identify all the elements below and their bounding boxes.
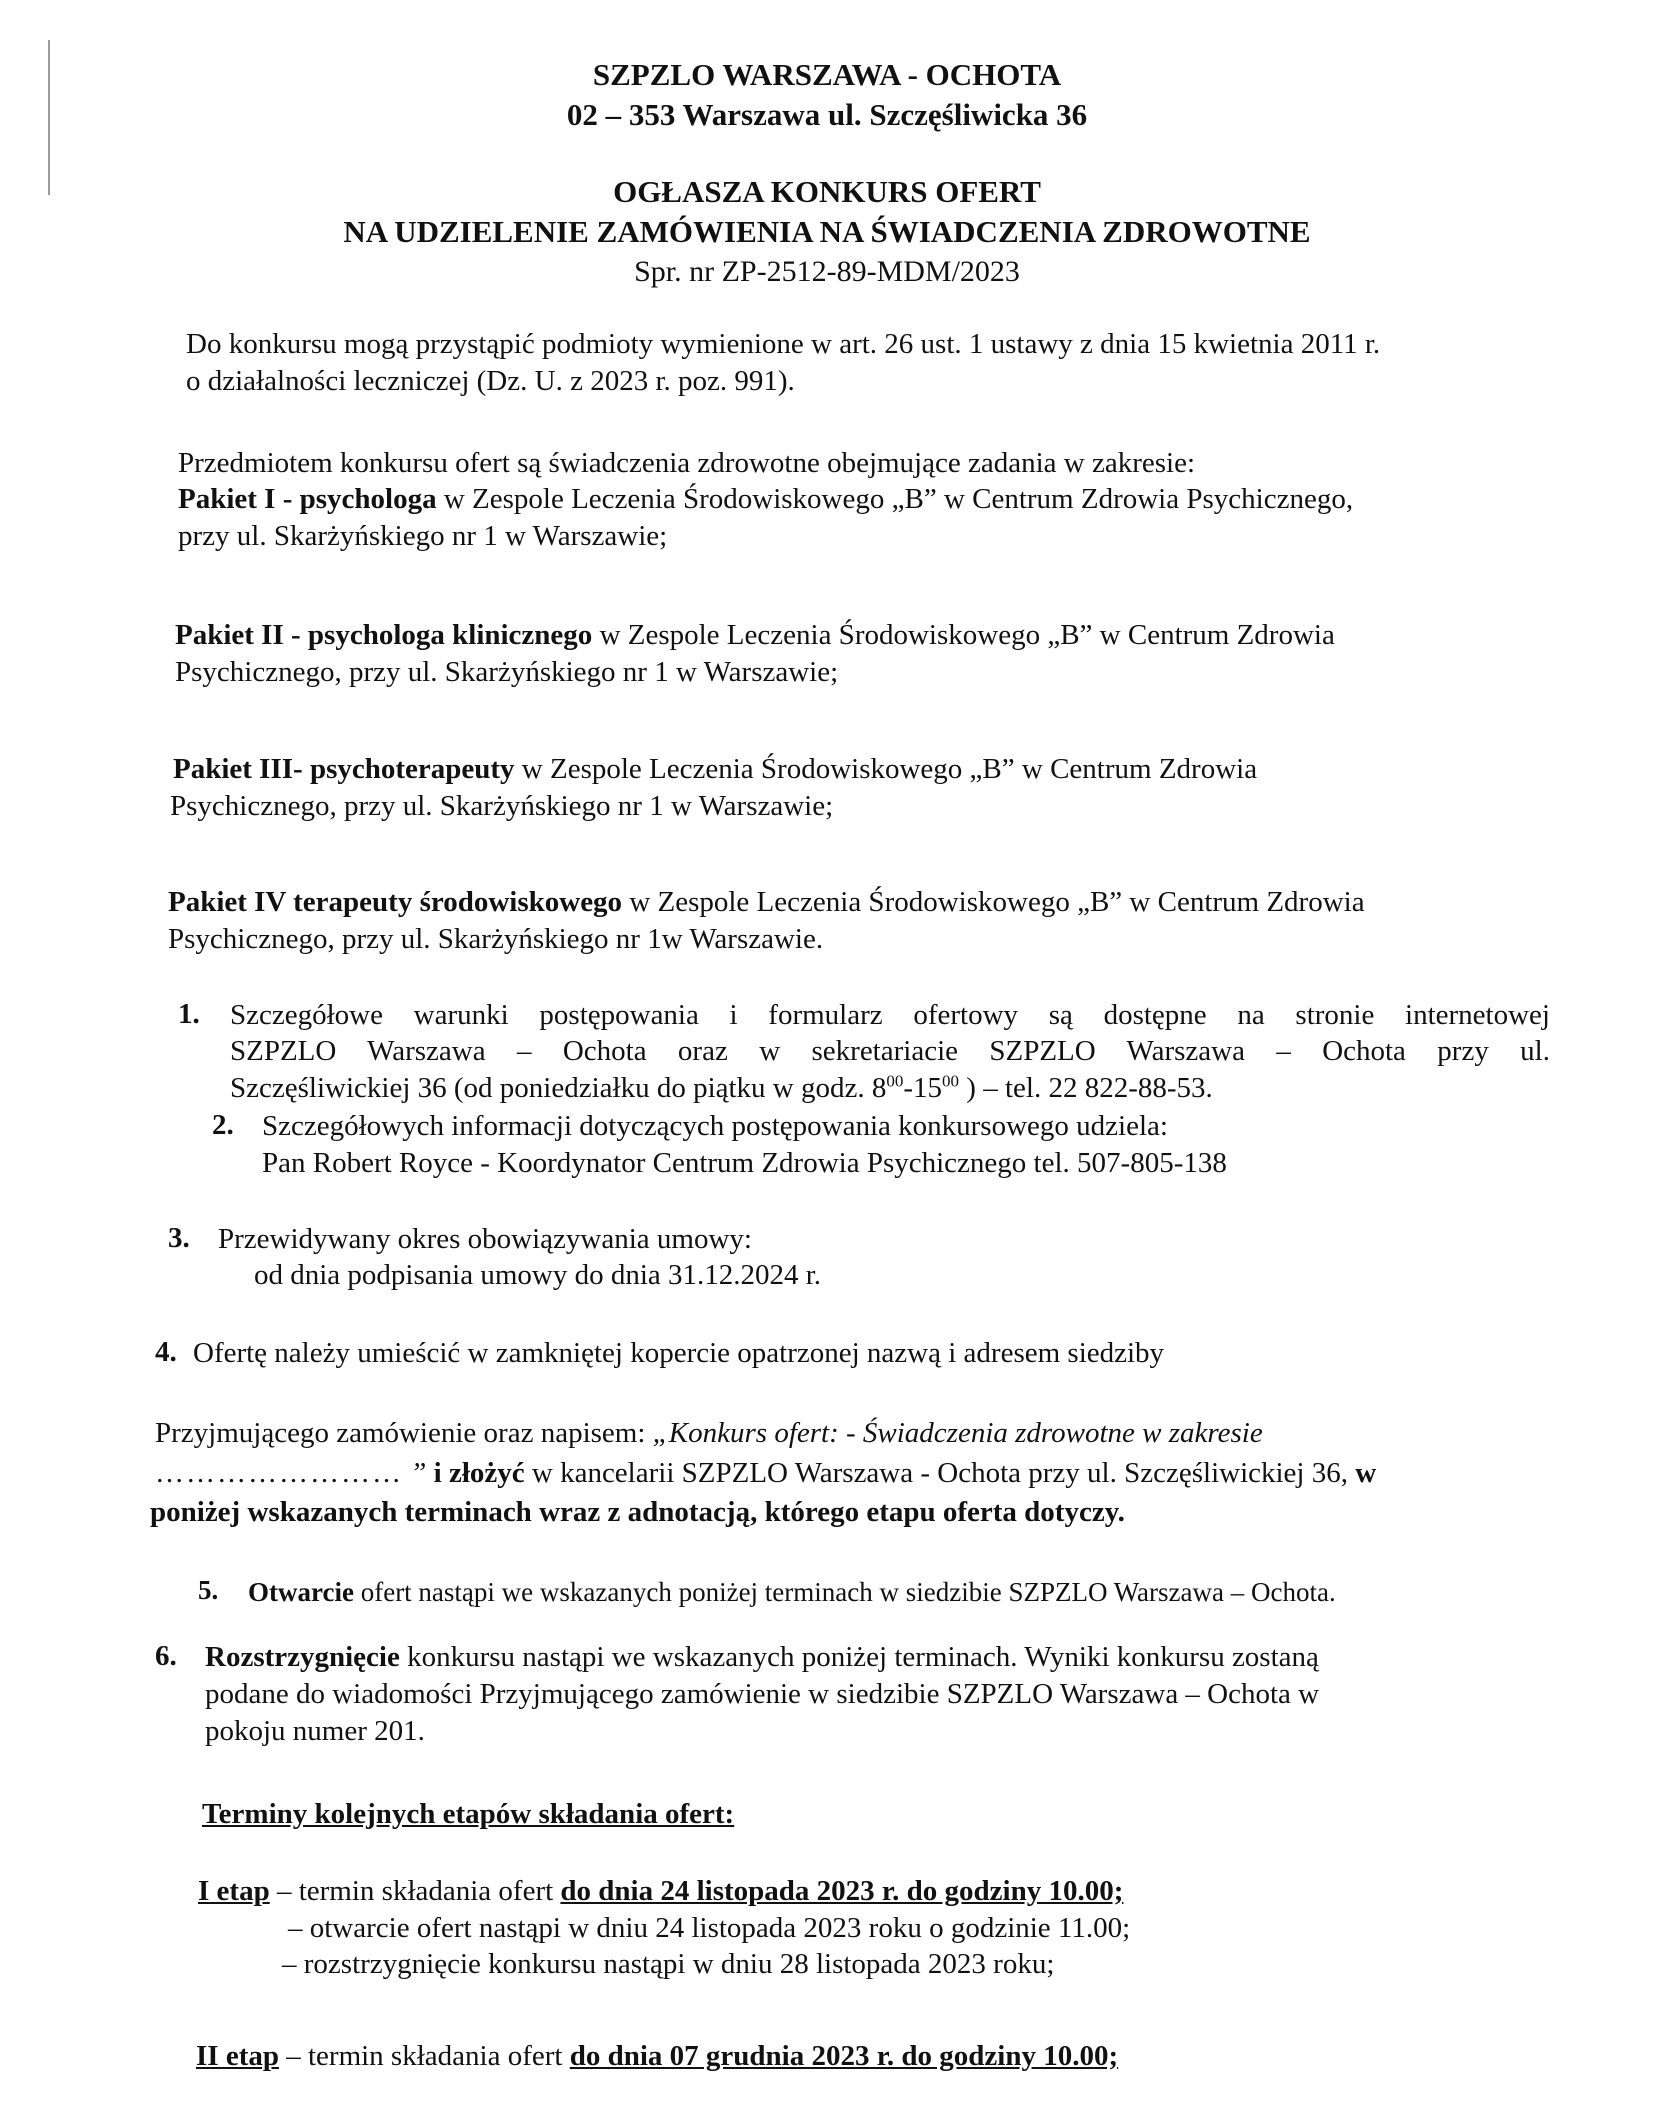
stage-1-opening: – otwarcie ofert nastąpi w dniu 24 listopada 2023 roku o godzinie 11.00; <box>288 1912 1131 1944</box>
item-5-number: 5. <box>198 1575 219 1605</box>
item-2-line-2: Pan Robert Royce - Koordynator Centrum Zdrowia Psychicznego tel. 507-805-138 <box>262 1147 1227 1179</box>
stage-1-resolution: – rozstrzygnięcie konkursu nastąpi w dniu 28 listopada 2023 roku; <box>282 1948 1055 1980</box>
item-4-quote-close: ” <box>403 1457 427 1489</box>
stage-2-label: II etap <box>196 2040 279 2072</box>
item-1-sup-end: 00 <box>942 1071 960 1091</box>
item-4-text: Przyjmującego zamówienie oraz napisem: <box>155 1417 653 1449</box>
package-2-text: w Zespole Leczenia Środowiskowego „B” w Centrum Zdrowia <box>592 619 1335 651</box>
package-4-line-2: Psychicznego, przy ul. Skarżyńskiego nr 1w Warszawie. <box>168 923 824 955</box>
intro-line-2: o działalności leczniczej (Dz. U. z 2023 r. poz. 991). <box>186 365 795 397</box>
stage-1-line <box>198 1874 1123 1908</box>
item-6-line-3: pokoju numer 201. <box>205 1715 425 1747</box>
package-2 <box>175 618 1335 652</box>
package-4 <box>168 885 1365 919</box>
package-3-line-2: Psychicznego, przy ul. Skarżyńskiego nr 1 w Warszawie; <box>170 790 834 822</box>
item-4-line-3 <box>155 1456 1376 1490</box>
item-1-hours-text: Szczęśliwickiej 36 (od poniedziałku do piątku w godz. 8 <box>230 1072 887 1104</box>
package-1-text: w Zespole Leczenia Środowiskowego „B” w Centrum Zdrowia Psychicznego, <box>436 483 1354 515</box>
item-4-office: w kancelarii SZPZLO Warszawa - Ochota przy ul. Szczęśliwickiej 36, <box>524 1457 1348 1489</box>
item-4-submit: i złożyć <box>426 1457 525 1489</box>
item-4-dots: …………………… <box>155 1457 403 1489</box>
stage-1-deadline: do dnia 24 listopada 2023 r. do godziny 10.00; <box>560 1875 1124 1907</box>
package-1-line-2: przy ul. Skarżyńskiego nr 1 w Warszawie; <box>178 520 668 552</box>
item-3-number: 3. <box>168 1222 190 1254</box>
subject-lead: Przedmiotem konkursu ofert są świadczenia zdrowotne obejmujące zadania w zakresie: <box>178 447 1196 479</box>
item-1-line-3 <box>230 1071 1213 1105</box>
item-6-line-1 <box>205 1640 1319 1674</box>
item-5-bold: Otwarcie <box>248 1577 354 1607</box>
package-1-label: Pakiet I - psychologa <box>178 483 437 515</box>
stage-2-text: – termin składania ofert <box>278 2040 570 2072</box>
item-5-line <box>248 1575 1336 1609</box>
package-2-label: Pakiet II - psychologa klinicznego <box>175 619 593 651</box>
item-1-line-2: SZPZLO Warszawa – Ochota oraz w sekretariacie SZPZLO Warszawa – Ochota przy ul. <box>230 1035 1550 1067</box>
stage-2-line <box>196 2039 1118 2073</box>
schedule-heading: Terminy kolejnych etapów składania ofert: <box>202 1798 735 1830</box>
item-6-text: konkursu nastąpi we wskazanych poniżej terminach. Wyniki konkursu zostaną <box>399 1641 1319 1673</box>
item-4-line-2 <box>155 1416 1263 1450</box>
package-4-text: w Zespole Leczenia Środowiskowego „B” w Centrum Zdrowia <box>622 886 1365 918</box>
package-4-label: Pakiet IV terapeuty środowiskowego <box>168 886 623 918</box>
item-1-sup-start: 00 <box>886 1071 904 1091</box>
item-6-bold: Rozstrzygnięcie <box>205 1641 400 1673</box>
item-4-number: 4. <box>155 1336 177 1368</box>
item-1-phone: ) – tel. 22 822-88-53. <box>959 1072 1213 1104</box>
item-1-hours-mid: -15 <box>903 1072 943 1104</box>
item-4-line-4: poniżej wskazanych terminach wraz z adnotacją, którego etapu oferta dotyczy. <box>150 1496 1125 1528</box>
item-2-line-1: Szczegółowych informacji dotyczących postępowania konkursowego udziela: <box>262 1110 1168 1142</box>
item-6-line-2: podane do wiadomości Przyjmującego zamówienie w siedzibie SZPZLO Warszawa – Ochota w <box>205 1678 1320 1710</box>
item-1-line-1: Szczegółowe warunki postępowania i formularz ofertowy są dostępne na stronie internetowej <box>230 999 1550 1031</box>
item-1-number: 1. <box>178 998 200 1030</box>
package-2-line-2: Psychicznego, przy ul. Skarżyńskiego nr 1 w Warszawie; <box>175 656 839 688</box>
stage-1-text: – termin składania ofert <box>269 1875 561 1907</box>
package-1 <box>178 482 1353 516</box>
package-3-text: w Zespole Leczenia Środowiskowego „B” w Centrum Zdrowia <box>514 753 1258 785</box>
org-name: SZPZLO WARSZAWA - OCHOTA <box>592 57 1062 92</box>
item-5-text: ofert nastąpi we wskazanych poniżej terminach w siedzibie SZPZLO Warszawa – Ochota. <box>353 1577 1336 1607</box>
item-4-envelope-label: „Konkurs ofert: - Świadczenia zdrowotne w zakresie <box>652 1417 1263 1449</box>
item-3-line-1: Przewidywany okres obowiązywania umowy: <box>218 1223 752 1255</box>
case-number: Spr. nr ZP-2512-89-MDM/2023 <box>634 255 1020 288</box>
item-2-number: 2. <box>212 1109 234 1141</box>
item-4-w: w <box>1347 1457 1377 1489</box>
package-3-label: Pakiet III- psychoterapeuty <box>173 753 515 785</box>
org-address: 02 – 353 Warszawa ul. Szczęśliwicka 36 <box>566 97 1088 132</box>
announcement-title: OGŁASZA KONKURS OFERT <box>613 174 1041 209</box>
announcement-subtitle: NA UDZIELENIE ZAMÓWIENIA NA ŚWIADCZENIA ZDROWOTNE <box>343 214 1311 249</box>
item-4-line-1: Ofertę należy umieścić w zamkniętej kopercie opatrzonej nazwą i adresem siedziby <box>193 1337 1165 1369</box>
intro-line-1: Do konkursu mogą przystąpić podmioty wymienione w art. 26 ust. 1 ustawy z dnia 15 kwietnia 2011 r. <box>186 328 1381 360</box>
stage-2-deadline: do dnia 07 grudnia 2023 r. do godziny 10.00; <box>569 2040 1119 2072</box>
package-3 <box>173 752 1257 786</box>
item-6-number: 6. <box>155 1640 177 1672</box>
stage-1-label: I etap <box>198 1875 270 1907</box>
item-3-line-2: od dnia podpisania umowy do dnia 31.12.2024 r. <box>254 1259 822 1291</box>
